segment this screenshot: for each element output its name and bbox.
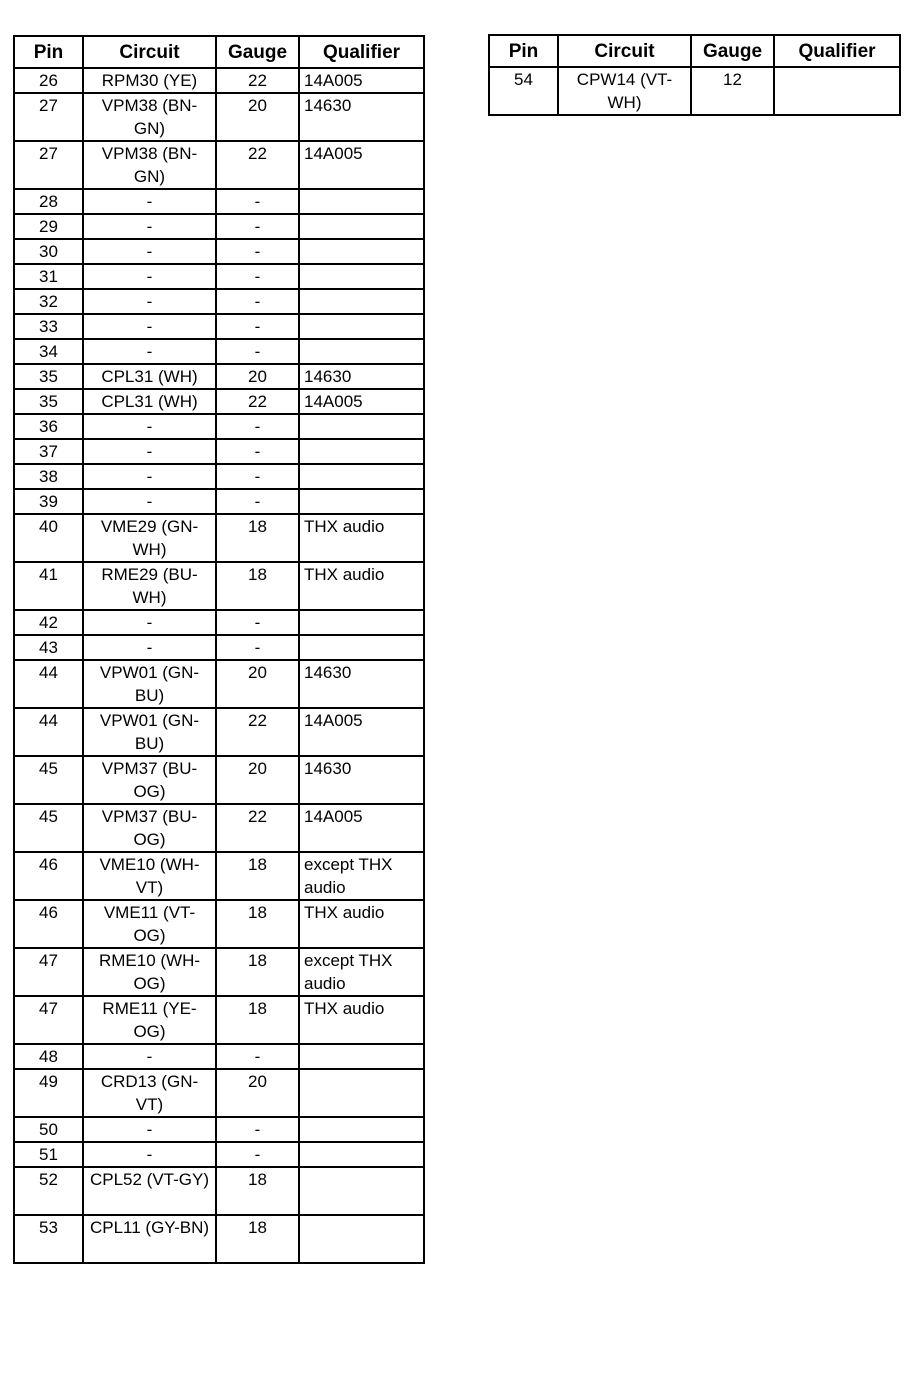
qualifier-cell: 14A005 bbox=[299, 389, 424, 414]
gauge-cell: 18 bbox=[216, 1215, 299, 1263]
gauge-cell: 20 bbox=[216, 756, 299, 804]
table-header-row bbox=[489, 35, 900, 67]
circuit-cell: - bbox=[83, 1142, 216, 1167]
table-row bbox=[14, 289, 424, 314]
gauge-cell: 20 bbox=[216, 364, 299, 389]
qualifier-cell: except THX audio bbox=[299, 852, 424, 900]
table-row bbox=[14, 1167, 424, 1215]
qualifier-cell bbox=[299, 314, 424, 339]
gauge-cell: - bbox=[216, 289, 299, 314]
qualifier-cell: except THX audio bbox=[299, 948, 424, 996]
header-qualifier: Qualifier bbox=[299, 36, 424, 68]
table-row bbox=[14, 852, 424, 900]
pin-cell: 44 bbox=[14, 660, 83, 708]
pin-cell: 30 bbox=[14, 239, 83, 264]
circuit-cell: RME10 (WH-OG) bbox=[83, 948, 216, 996]
gauge-cell: 18 bbox=[216, 900, 299, 948]
qualifier-cell bbox=[299, 1142, 424, 1167]
qualifier-cell: 14630 bbox=[299, 93, 424, 141]
table-row bbox=[14, 414, 424, 439]
qualifier-cell bbox=[299, 214, 424, 239]
pin-cell: 43 bbox=[14, 635, 83, 660]
table-row bbox=[14, 1142, 424, 1167]
pin-cell: 45 bbox=[14, 804, 83, 852]
header-qualifier: Qualifier bbox=[774, 35, 900, 67]
table-row bbox=[14, 489, 424, 514]
circuit-cell: VME11 (VT-OG) bbox=[83, 900, 216, 948]
circuit-cell: - bbox=[83, 264, 216, 289]
gauge-cell: 18 bbox=[216, 562, 299, 610]
pin-table-left-body bbox=[14, 68, 424, 1263]
qualifier-cell bbox=[299, 289, 424, 314]
circuit-cell: - bbox=[83, 339, 216, 364]
gauge-cell: 20 bbox=[216, 1069, 299, 1117]
pin-table-right-body bbox=[489, 67, 900, 115]
circuit-cell: - bbox=[83, 439, 216, 464]
table-row bbox=[489, 67, 900, 115]
table-row bbox=[14, 610, 424, 635]
qualifier-cell: 14630 bbox=[299, 756, 424, 804]
circuit-cell: - bbox=[83, 214, 216, 239]
circuit-cell: - bbox=[83, 314, 216, 339]
qualifier-cell bbox=[299, 339, 424, 364]
circuit-cell: - bbox=[83, 1044, 216, 1069]
circuit-cell: RME11 (YE-OG) bbox=[83, 996, 216, 1044]
pin-cell: 36 bbox=[14, 414, 83, 439]
pin-cell: 46 bbox=[14, 900, 83, 948]
circuit-cell: RPM30 (YE) bbox=[83, 68, 216, 93]
gauge-cell: - bbox=[216, 189, 299, 214]
gauge-cell: - bbox=[216, 439, 299, 464]
gauge-cell: 18 bbox=[216, 514, 299, 562]
circuit-cell: - bbox=[83, 610, 216, 635]
pin-cell: 34 bbox=[14, 339, 83, 364]
qualifier-cell: 14A005 bbox=[299, 708, 424, 756]
table-row bbox=[14, 93, 424, 141]
circuit-cell: - bbox=[83, 489, 216, 514]
qualifier-cell: THX audio bbox=[299, 514, 424, 562]
gauge-cell: - bbox=[216, 264, 299, 289]
gauge-cell: 18 bbox=[216, 996, 299, 1044]
circuit-cell: - bbox=[83, 289, 216, 314]
qualifier-cell: 14630 bbox=[299, 364, 424, 389]
gauge-cell: - bbox=[216, 214, 299, 239]
circuit-cell: VPM37 (BU-OG) bbox=[83, 804, 216, 852]
header-pin: Pin bbox=[489, 35, 558, 67]
qualifier-cell bbox=[299, 1215, 424, 1263]
table-row bbox=[14, 264, 424, 289]
pin-cell: 42 bbox=[14, 610, 83, 635]
qualifier-cell: THX audio bbox=[299, 562, 424, 610]
table-row bbox=[14, 189, 424, 214]
qualifier-cell bbox=[299, 239, 424, 264]
pin-cell: 37 bbox=[14, 439, 83, 464]
pin-cell: 48 bbox=[14, 1044, 83, 1069]
qualifier-cell bbox=[299, 264, 424, 289]
circuit-cell: - bbox=[83, 635, 216, 660]
pin-cell: 52 bbox=[14, 1167, 83, 1215]
table-header-row bbox=[14, 36, 424, 68]
qualifier-cell bbox=[299, 189, 424, 214]
circuit-cell: VPW01 (GN-BU) bbox=[83, 708, 216, 756]
pin-cell: 38 bbox=[14, 464, 83, 489]
pin-table-left bbox=[13, 35, 425, 1264]
circuit-cell: - bbox=[83, 1117, 216, 1142]
gauge-cell: 22 bbox=[216, 68, 299, 93]
gauge-cell: - bbox=[216, 414, 299, 439]
gauge-cell: - bbox=[216, 1117, 299, 1142]
circuit-cell: CPL52 (VT-GY) bbox=[83, 1167, 216, 1215]
gauge-cell: - bbox=[216, 464, 299, 489]
pin-cell: 47 bbox=[14, 948, 83, 996]
gauge-cell: 22 bbox=[216, 389, 299, 414]
circuit-cell: - bbox=[83, 464, 216, 489]
circuit-cell: - bbox=[83, 414, 216, 439]
gauge-cell: - bbox=[216, 339, 299, 364]
gauge-cell: 18 bbox=[216, 948, 299, 996]
pin-cell: 47 bbox=[14, 996, 83, 1044]
qualifier-cell bbox=[299, 439, 424, 464]
circuit-cell: VME10 (WH-VT) bbox=[83, 852, 216, 900]
table-row bbox=[14, 1117, 424, 1142]
table-row bbox=[14, 439, 424, 464]
header-gauge: Gauge bbox=[216, 36, 299, 68]
gauge-cell: 12 bbox=[691, 67, 774, 115]
gauge-cell: - bbox=[216, 314, 299, 339]
table-row bbox=[14, 314, 424, 339]
table-row bbox=[14, 141, 424, 189]
header-gauge: Gauge bbox=[691, 35, 774, 67]
pin-cell: 33 bbox=[14, 314, 83, 339]
gauge-cell: 20 bbox=[216, 93, 299, 141]
table-row bbox=[14, 660, 424, 708]
pin-cell: 27 bbox=[14, 93, 83, 141]
circuit-cell: RME29 (BU-WH) bbox=[83, 562, 216, 610]
qualifier-cell bbox=[299, 635, 424, 660]
pin-cell: 41 bbox=[14, 562, 83, 610]
table-row bbox=[14, 708, 424, 756]
gauge-cell: 18 bbox=[216, 1167, 299, 1215]
qualifier-cell bbox=[299, 1117, 424, 1142]
table-row bbox=[14, 68, 424, 93]
qualifier-cell bbox=[299, 1044, 424, 1069]
circuit-cell: VPM38 (BN-GN) bbox=[83, 93, 216, 141]
header-circuit: Circuit bbox=[83, 36, 216, 68]
pin-cell: 46 bbox=[14, 852, 83, 900]
circuit-cell: VME29 (GN-WH) bbox=[83, 514, 216, 562]
qualifier-cell bbox=[299, 414, 424, 439]
qualifier-cell bbox=[299, 1069, 424, 1117]
gauge-cell: - bbox=[216, 635, 299, 660]
qualifier-cell bbox=[299, 1167, 424, 1215]
gauge-cell: - bbox=[216, 1044, 299, 1069]
qualifier-cell bbox=[299, 610, 424, 635]
table-row bbox=[14, 756, 424, 804]
table-row bbox=[14, 389, 424, 414]
table-row bbox=[14, 339, 424, 364]
qualifier-cell: THX audio bbox=[299, 900, 424, 948]
pin-cell: 45 bbox=[14, 756, 83, 804]
gauge-cell: 20 bbox=[216, 660, 299, 708]
pin-cell: 39 bbox=[14, 489, 83, 514]
table-row bbox=[14, 804, 424, 852]
table-row bbox=[14, 1215, 424, 1263]
circuit-cell: CPW14 (VT-WH) bbox=[558, 67, 691, 115]
pin-cell: 28 bbox=[14, 189, 83, 214]
table-row bbox=[14, 464, 424, 489]
pin-cell: 53 bbox=[14, 1215, 83, 1263]
table-row bbox=[14, 214, 424, 239]
qualifier-cell: 14A005 bbox=[299, 141, 424, 189]
table-row bbox=[14, 900, 424, 948]
circuit-cell: CRD13 (GN-VT) bbox=[83, 1069, 216, 1117]
gauge-cell: 22 bbox=[216, 141, 299, 189]
circuit-cell: VPM37 (BU-OG) bbox=[83, 756, 216, 804]
pin-table-right bbox=[488, 34, 901, 116]
pin-cell: 44 bbox=[14, 708, 83, 756]
qualifier-cell: THX audio bbox=[299, 996, 424, 1044]
qualifier-cell: 14A005 bbox=[299, 804, 424, 852]
circuit-cell: CPL31 (WH) bbox=[83, 364, 216, 389]
header-circuit: Circuit bbox=[558, 35, 691, 67]
circuit-cell: VPM38 (BN-GN) bbox=[83, 141, 216, 189]
qualifier-cell bbox=[774, 67, 900, 115]
gauge-cell: - bbox=[216, 239, 299, 264]
table-row bbox=[14, 1044, 424, 1069]
pin-cell: 32 bbox=[14, 289, 83, 314]
gauge-cell: 18 bbox=[216, 852, 299, 900]
qualifier-cell: 14630 bbox=[299, 660, 424, 708]
table-row bbox=[14, 239, 424, 264]
pin-cell: 50 bbox=[14, 1117, 83, 1142]
gauge-cell: 22 bbox=[216, 708, 299, 756]
table-row bbox=[14, 562, 424, 610]
circuit-cell: VPW01 (GN-BU) bbox=[83, 660, 216, 708]
pin-cell: 29 bbox=[14, 214, 83, 239]
circuit-cell: CPL11 (GY-BN) bbox=[83, 1215, 216, 1263]
pin-cell: 49 bbox=[14, 1069, 83, 1117]
qualifier-cell: 14A005 bbox=[299, 68, 424, 93]
qualifier-cell bbox=[299, 464, 424, 489]
table-row bbox=[14, 1069, 424, 1117]
table-row bbox=[14, 514, 424, 562]
table-row bbox=[14, 948, 424, 996]
gauge-cell: 22 bbox=[216, 804, 299, 852]
pin-cell: 26 bbox=[14, 68, 83, 93]
qualifier-cell bbox=[299, 489, 424, 514]
pin-cell: 54 bbox=[489, 67, 558, 115]
header-pin: Pin bbox=[14, 36, 83, 68]
circuit-cell: - bbox=[83, 239, 216, 264]
pin-cell: 31 bbox=[14, 264, 83, 289]
gauge-cell: - bbox=[216, 489, 299, 514]
pin-cell: 51 bbox=[14, 1142, 83, 1167]
pin-cell: 27 bbox=[14, 141, 83, 189]
circuit-cell: CPL31 (WH) bbox=[83, 389, 216, 414]
table-row bbox=[14, 635, 424, 660]
gauge-cell: - bbox=[216, 1142, 299, 1167]
table-row bbox=[14, 996, 424, 1044]
circuit-cell: - bbox=[83, 189, 216, 214]
gauge-cell: - bbox=[216, 610, 299, 635]
pin-cell: 40 bbox=[14, 514, 83, 562]
table-row bbox=[14, 364, 424, 389]
pin-cell: 35 bbox=[14, 389, 83, 414]
pin-cell: 35 bbox=[14, 364, 83, 389]
